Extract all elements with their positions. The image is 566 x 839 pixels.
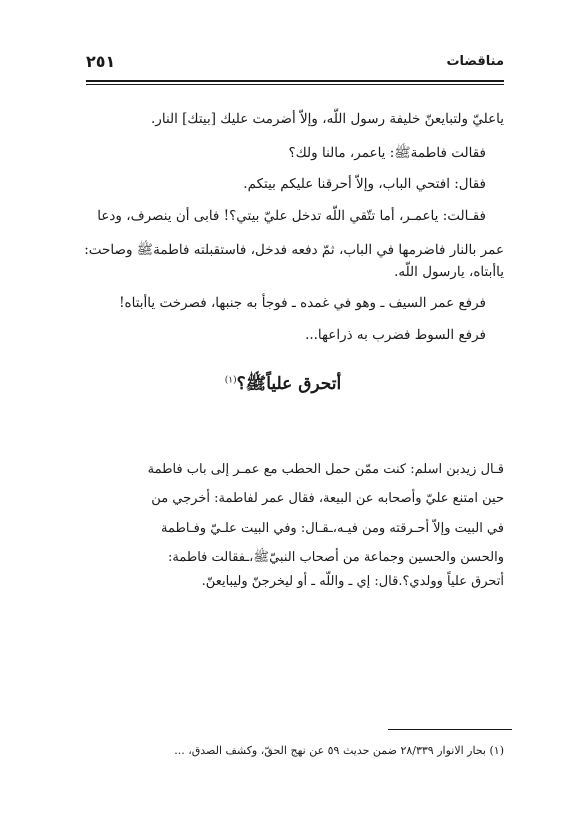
section-heading (0, 373, 566, 398)
paragraph-line: والحسن والحسين وجماعة من أصحاب النبيّﷺ،ـفقالت فاطمة: (168, 550, 504, 565)
paragraph-line: في البيت وإلاّ أحـرقته ومن فيـه،ـقـال: وفي البيت علـيّ وفـاطمة (160, 521, 504, 536)
paragraph-line: فرفع عمر السيف ـ وهو في غمده ـ فوجأ به جنبها، فصرخت ياأبتاه! (119, 295, 486, 311)
paragraph-line: فقـالت: ياعمـر، أما تتّقي اللّه تدخل عليّ بيتي؟! فابى أن ينصرف، ودعا (97, 208, 486, 224)
page-header (86, 54, 504, 76)
running-title: مناقضات (446, 54, 504, 69)
header-rule-thick (86, 80, 504, 82)
footnote-rule (388, 729, 512, 730)
paragraph-line: ياأبتاه، يارسول اللّه. (394, 264, 504, 280)
footnote-marker: (١) (224, 375, 237, 386)
paragraph-line: حين امتنع عليّ وأصحابه عن البيعة، فقال عمر لفاطمة: أخرجي من (151, 491, 504, 506)
paragraph-line: ياعليّ ولتبايعنّ خليفة رسول اللّه، وإلاّ أضرمت عليك [بيتك] النار. (151, 111, 504, 127)
header-rule-thin (86, 84, 504, 85)
paragraph-line: فرفع السوط فضرب به ذراعها... (305, 327, 486, 343)
footnote: (١) بحار الانوار ٢٨/٣٣٩ ضمن حديث ٥٩ عن نهج الحقّ، وكشف الصدق، ... (174, 744, 504, 757)
page-number: ٢٥١ (86, 52, 116, 71)
paragraph-line: قـال زيدبن اسلم: كنت ممّن حمل الحطب مع عمـر إلى باب فاطمة (147, 462, 504, 477)
paragraph-line: عمر بالنار فاضرمها في الباب، ثمّ دفعه فدخل، فاستقبلته فاطمةﷺ وصاحت: (84, 242, 504, 258)
paragraph-line: فقالت فاطمةﷺ: ياعمر، مالنا ولك؟ (288, 145, 486, 161)
paragraph-line: فقال: افتحي الباب، وإلاّ أحرقنا عليكم بيتكم. (243, 176, 486, 192)
paragraph-line: أتحرق علياً وولدي؟.قال: إي ـ واللّه ـ أو ليخرجنّ وليبايعنّ. (201, 574, 504, 589)
section-heading-text: أتحرق علياًﷺ؟ (236, 374, 342, 394)
